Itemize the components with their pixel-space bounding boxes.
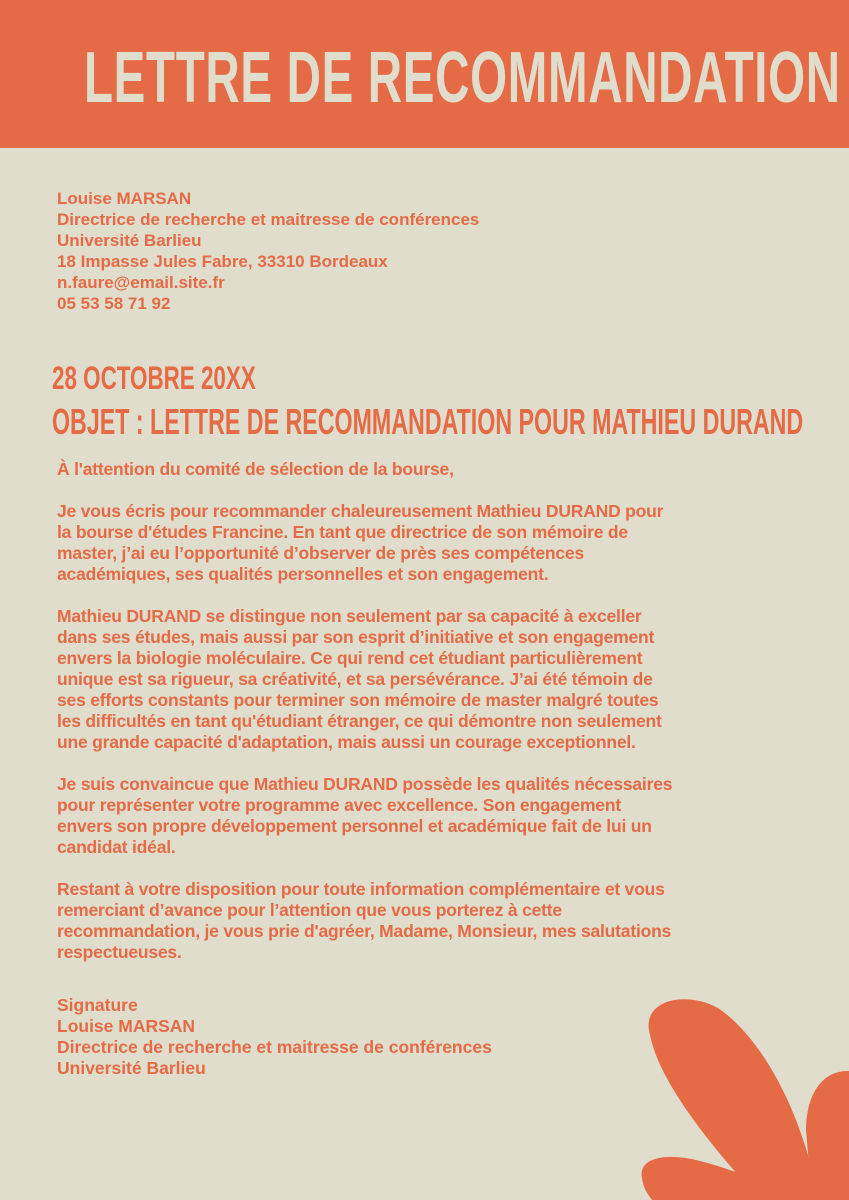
letter-object: OBJET : LETTRE DE RECOMMANDATION POUR MATHIEU DURAND: [52, 401, 804, 442]
sender-phone: 05 53 58 71 92: [57, 294, 171, 313]
paragraph-line: une grande capacité d'adaptation, mais aussi un courage exceptionnel.: [57, 732, 636, 752]
sender-email: n.faure@email.site.fr: [57, 273, 225, 292]
paragraph-line: envers la biologie moléculaire. Ce qui rend cet étudiant particulièrement: [57, 648, 643, 668]
paragraph-line: académiques, ses qualités personnelles et son engagement.: [57, 564, 549, 584]
paragraph-line: candidat idéal.: [57, 837, 176, 857]
paragraph-line: master, j’ai eu l’opportunité d’observer de près ses compétences: [57, 543, 584, 563]
signature-institution: Université Barlieu: [57, 1058, 206, 1078]
page-title: LETTRE DE RECOMMANDATION: [84, 38, 841, 118]
paragraph-line: Je suis convaincue que Mathieu DURAND possède les qualités nécessaires: [57, 774, 673, 794]
signature-name: Louise MARSAN: [57, 1016, 196, 1036]
paragraph-line: envers son propre développement personnel et académique fait de lui un: [57, 816, 652, 836]
paragraph-line: unique est sa rigueur, sa créativité, et sa persévérance. J’ai été témoin de: [57, 669, 653, 689]
paragraph-line: ses efforts constants pour terminer son mémoire de master malgré toutes: [57, 690, 659, 710]
paragraph-line: dans ses études, mais aussi par son esprit d’initiative et son engagement: [57, 627, 655, 647]
paragraph-line: respectueuses.: [57, 942, 182, 962]
sender-address: 18 Impasse Jules Fabre, 33310 Bordeaux: [57, 252, 388, 271]
paragraph-line: recommandation, je vous prie d'agréer, Madame, Monsieur, mes salutations: [57, 921, 672, 941]
sender-institution: Université Barlieu: [57, 231, 202, 250]
paragraph-line: Je vous écris pour recommander chaleureusement Mathieu DURAND pour: [57, 501, 664, 521]
paragraph-line: les difficultés en tant qu'étudiant étranger, ce qui démontre non seulement: [57, 711, 662, 731]
paragraph-line: remerciant d’avance pour l’attention que vous porterez à cette: [57, 900, 562, 920]
paragraph-line: Restant à votre disposition pour toute information complémentaire et vous: [57, 879, 665, 899]
sender-name: Louise MARSAN: [57, 189, 192, 208]
signature-role: Directrice de recherche et maitresse de conférences: [57, 1037, 492, 1057]
paragraph-line: pour représenter votre programme avec excellence. Son engagement: [57, 795, 621, 815]
paragraph-line: Mathieu DURAND se distingue non seulement par sa capacité à exceller: [57, 606, 642, 626]
salutation-text: À l'attention du comité de sélection de la bourse,: [57, 459, 454, 479]
paragraph-line: la bourse d'études Francine. En tant que directrice de son mémoire de: [57, 522, 628, 542]
sender-role: Directrice de recherche et maitresse de conférences: [57, 210, 480, 229]
signature-label: Signature: [57, 995, 138, 1015]
letter-date: 28 OCTOBRE 20XX: [52, 360, 256, 396]
